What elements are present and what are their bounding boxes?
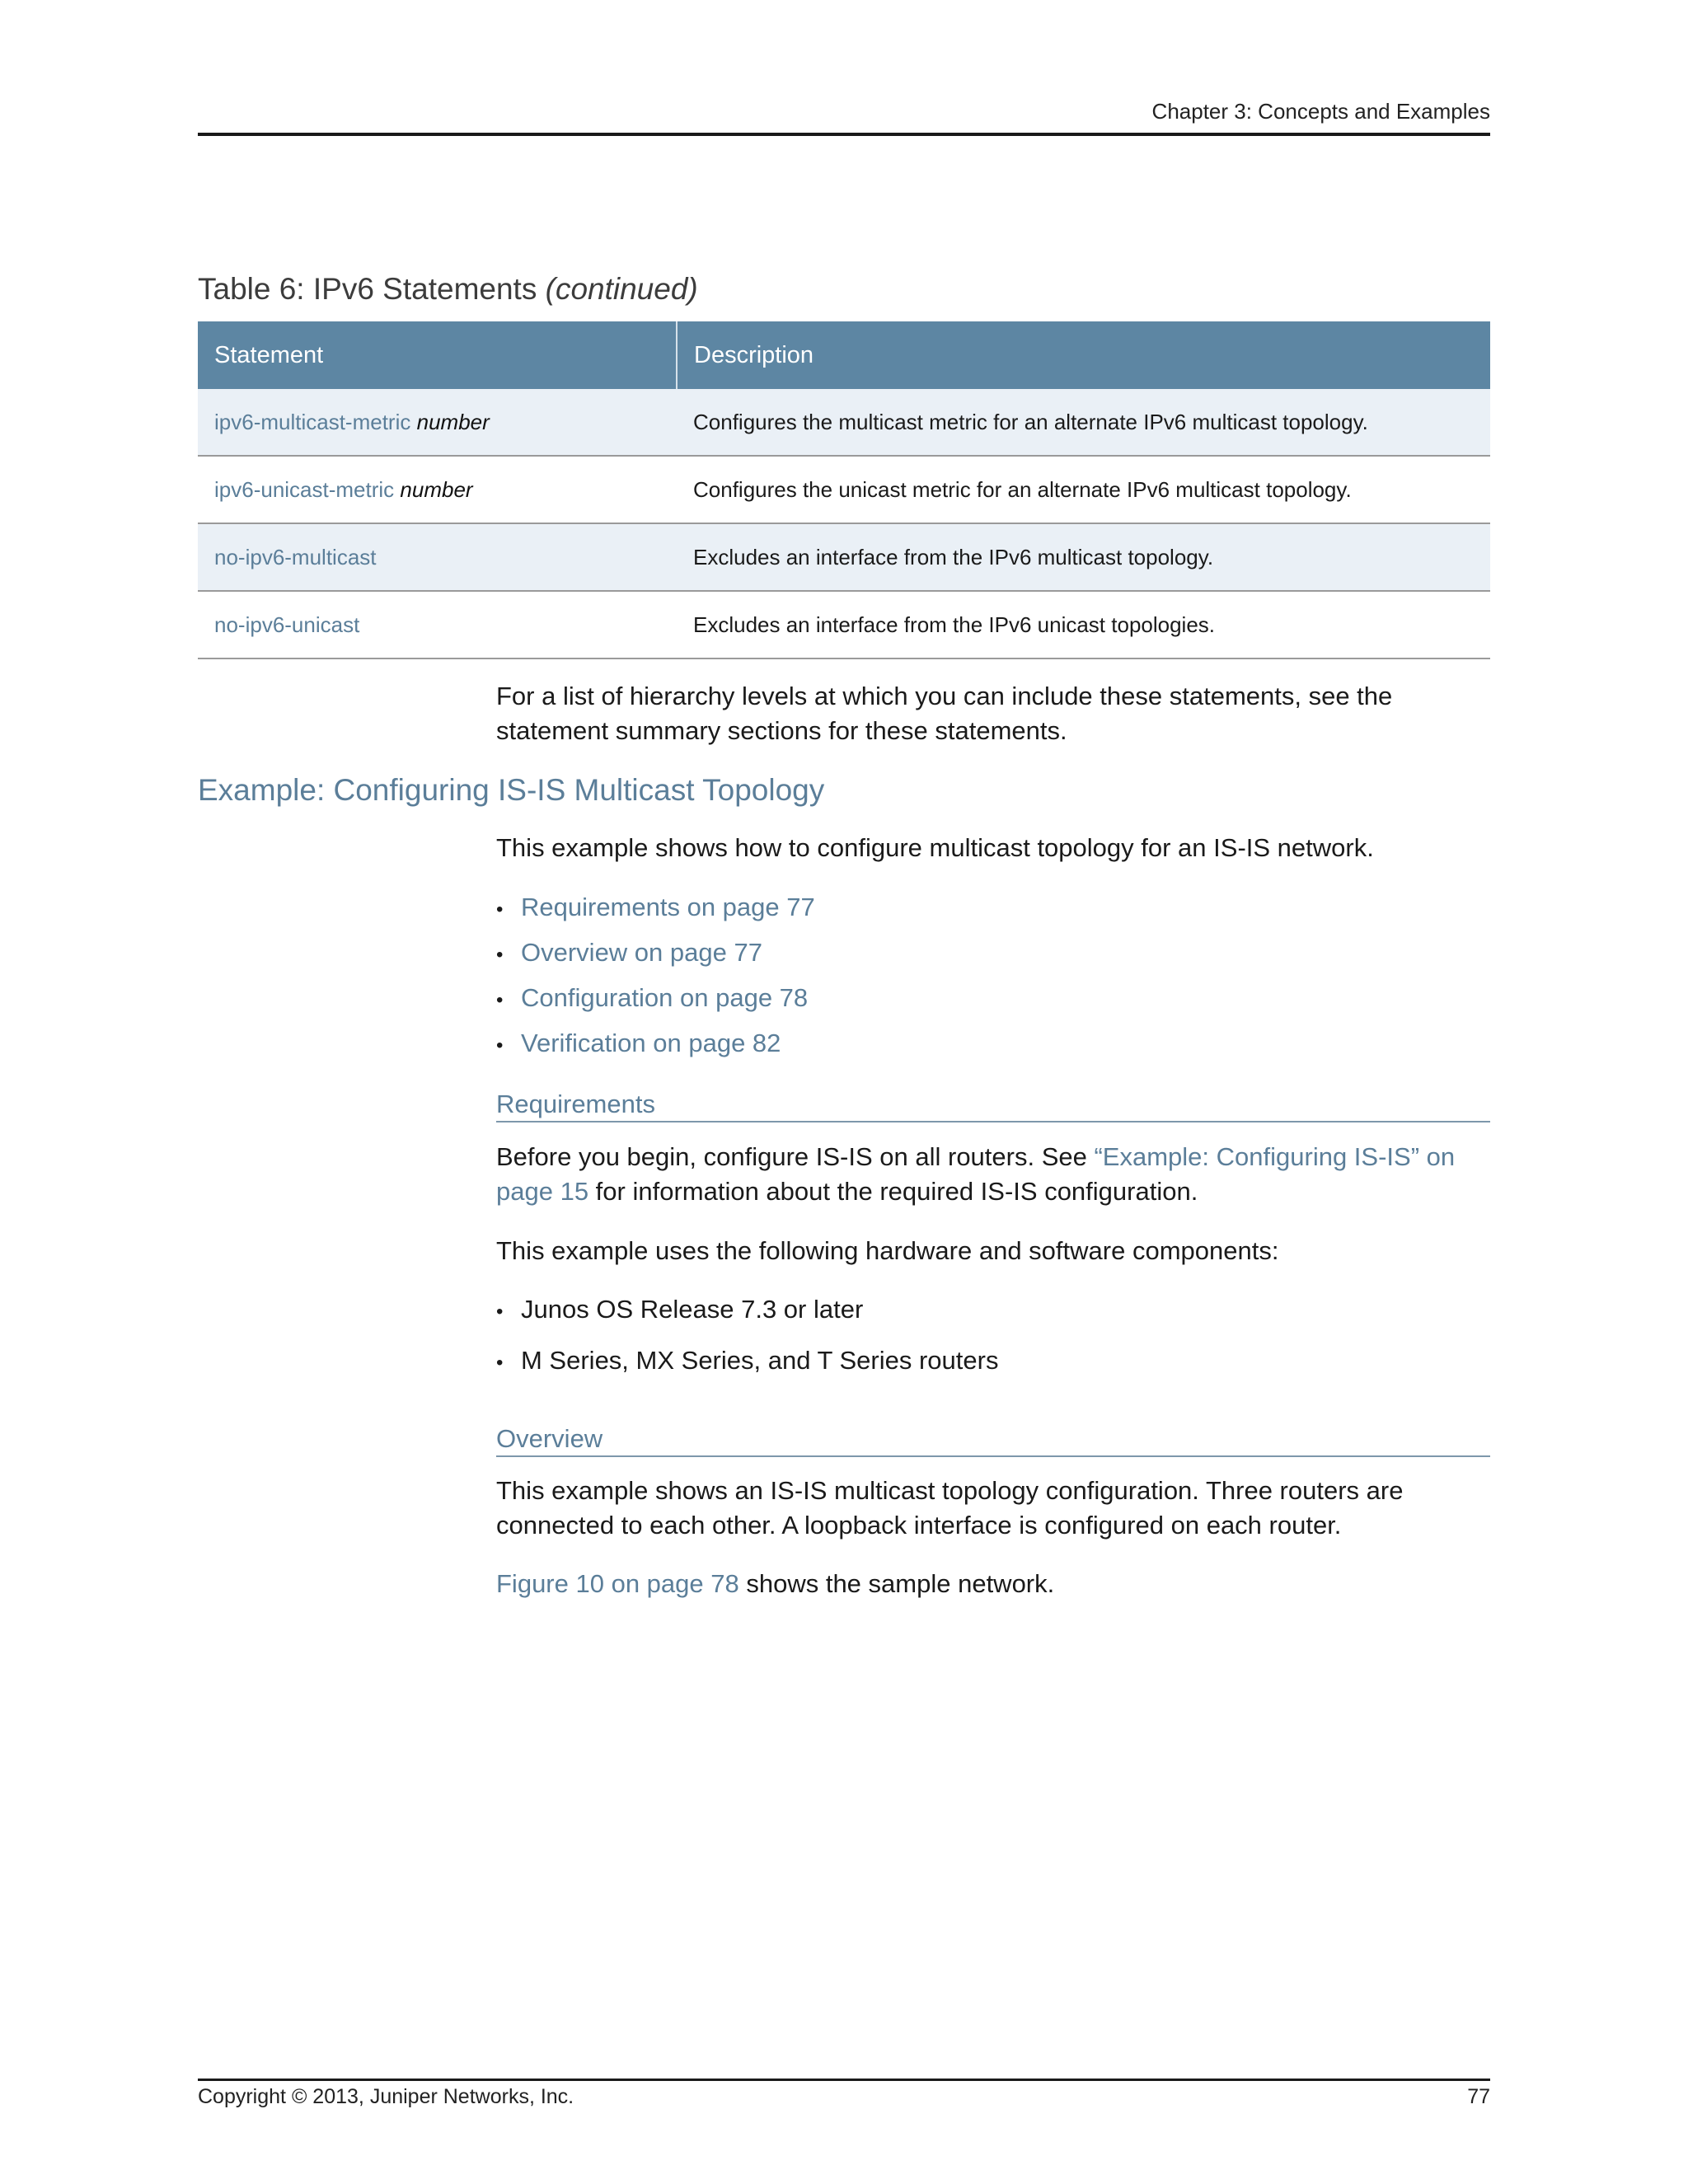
- table-title-suffix: (continued): [545, 272, 698, 306]
- description-cell: Configures the unicast metric for an alternate IPv6 multicast topology.: [677, 456, 1490, 523]
- statement-arg: number: [416, 409, 490, 434]
- example-intro: This example shows how to configure multicast topology for an IS-IS network.: [496, 833, 1374, 862]
- table-title-text: Table 6: IPv6 Statements: [198, 272, 537, 306]
- overview-paragraph: This example shows an IS-IS multicast topology configuration. Three routers are connected to each other. A loopback interface is configured on each router.: [496, 1476, 1404, 1540]
- description-cell: Excludes an interface from the IPv6 unicast topologies.: [677, 591, 1490, 658]
- components-intro: This example uses the following hardware and software components:: [496, 1236, 1279, 1265]
- requirements-paragraph: [496, 1140, 1490, 1209]
- statement-link[interactable]: ipv6-multicast-metric: [214, 409, 411, 434]
- copyright: Copyright © 2013, Juniper Networks, Inc.: [198, 2085, 574, 2108]
- column-header-statement: Statement: [198, 321, 677, 389]
- table-row: [198, 591, 1490, 658]
- statement-cell: [198, 456, 677, 523]
- bullet-icon: •: [496, 898, 504, 921]
- running-header: Chapter 3: Concepts and Examples: [1151, 99, 1490, 124]
- requirements-heading: Requirements: [496, 1090, 1490, 1122]
- example-configuring-isis-link[interactable]: “Example: Configuring IS-IS” on page 15: [496, 1142, 1456, 1206]
- statement-cell: [198, 591, 677, 658]
- description-cell: Configures the multicast metric for an alternate IPv6 multicast topology.: [677, 389, 1490, 456]
- requirements-text-after: for information about the required IS-IS configuration.: [588, 1177, 1198, 1206]
- table-row: [198, 456, 1490, 523]
- statement-link[interactable]: ipv6-unicast-metric: [214, 476, 395, 502]
- bullet-icon: •: [496, 1034, 504, 1057]
- table-title: [198, 272, 698, 307]
- component-item: M Series, MX Series, and T Series routers: [521, 1346, 999, 1375]
- toc-link-verification[interactable]: Verification on page 82: [521, 1029, 781, 1057]
- page-number: 77: [1467, 2085, 1490, 2108]
- bullet-icon: •: [496, 1301, 504, 1323]
- list-item: [496, 1026, 815, 1071]
- component-item: Junos OS Release 7.3 or later: [521, 1295, 864, 1324]
- figure-reference: [496, 1567, 1054, 1601]
- bullet-icon: •: [496, 989, 504, 1011]
- toc-link-requirements[interactable]: Requirements on page 77: [521, 893, 815, 921]
- components-list: [496, 1292, 998, 1394]
- bullet-icon: •: [496, 1352, 504, 1374]
- list-item: [496, 935, 815, 981]
- column-header-description: Description: [677, 321, 1490, 389]
- table-row: [198, 523, 1490, 591]
- table-row: [198, 389, 1490, 456]
- statement-cell: [198, 389, 677, 456]
- overview-heading: Overview: [496, 1424, 1490, 1457]
- statement-link[interactable]: no-ipv6-multicast: [214, 544, 377, 569]
- list-item: [496, 1292, 998, 1343]
- description-cell: Excludes an interface from the IPv6 multicast topology.: [677, 523, 1490, 591]
- section-heading: Example: Configuring IS-IS Multicast Topology: [198, 773, 825, 807]
- figure-10-link[interactable]: Figure 10 on page 78: [496, 1569, 739, 1598]
- toc-link-overview[interactable]: Overview on page 77: [521, 938, 762, 967]
- toc-link-configuration[interactable]: Configuration on page 78: [521, 983, 809, 1012]
- toc-list: [496, 890, 815, 1071]
- statement-link[interactable]: no-ipv6-unicast: [214, 612, 360, 637]
- figure-reference-text: shows the sample network.: [738, 1569, 1055, 1598]
- hierarchy-note: For a list of hierarchy levels at which you can include these statements, see the statement summary sections for these statements.: [496, 682, 1393, 745]
- header-rule: [198, 133, 1490, 136]
- statement-cell: [198, 523, 677, 591]
- ipv6-statements-table: [198, 321, 1490, 659]
- table-header-row: [198, 321, 1490, 389]
- footer-rule: [198, 2079, 1490, 2081]
- statement-arg: number: [400, 476, 473, 502]
- list-item: [496, 1343, 998, 1394]
- bullet-icon: •: [496, 944, 504, 966]
- requirements-text-before: Before you begin, configure IS-IS on all routers. See: [496, 1142, 1095, 1171]
- list-item: [496, 890, 815, 935]
- list-item: [496, 981, 815, 1026]
